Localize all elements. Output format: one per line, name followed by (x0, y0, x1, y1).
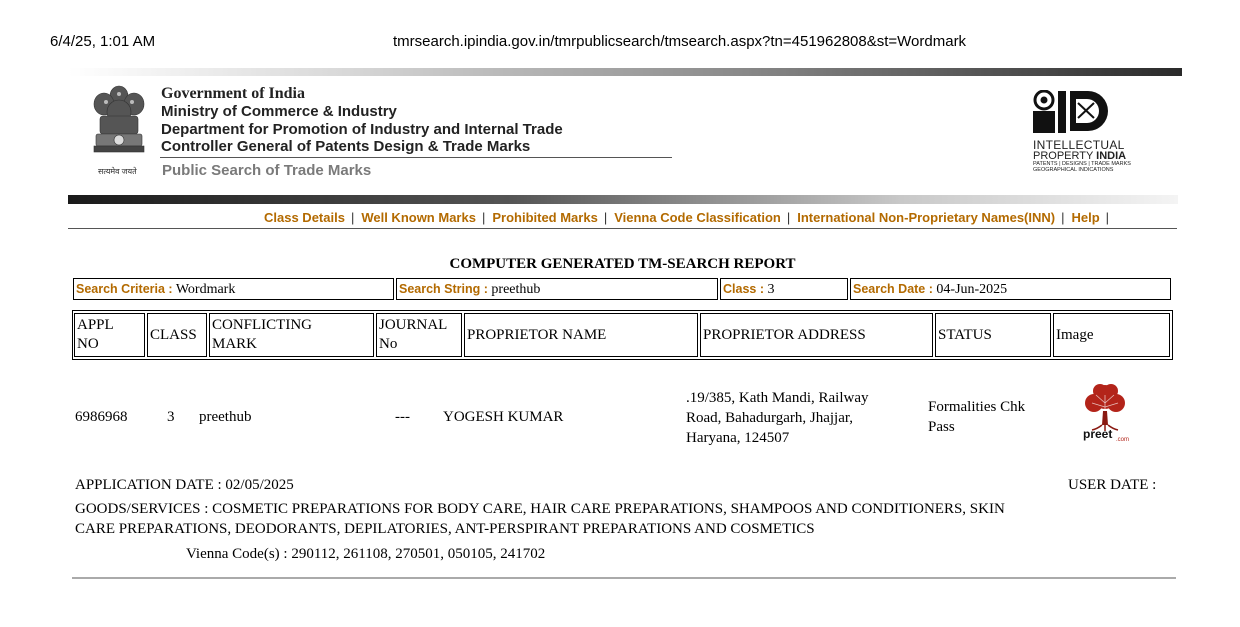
col-class (147, 313, 207, 357)
report-title: COMPUTER GENERATED TM-SEARCH REPORT (449, 256, 796, 272)
nav-inn[interactable]: International Non-Proprietary Names(INN) (797, 210, 1056, 225)
page-url: tmrsearch.ipindia.gov.in/tmrpublicsearch/tmsearch.aspx?tn=451962808&st=Wordmark (393, 33, 967, 50)
row-address-1: .19/385, Kath Mandi, Railway (686, 390, 869, 406)
col-mark-1: CONFLICTING (212, 317, 312, 333)
search-date-value: 04-Jun-2025 (936, 282, 1008, 297)
print-datetime: 6/4/25, 1:01 AM (50, 33, 156, 50)
col-proprietor-name (464, 313, 698, 357)
col-proprietor-address (700, 313, 933, 357)
ip-india-logo-icon (1032, 90, 1108, 134)
nav-divider (68, 228, 1177, 229)
row-status-1: Formalities Chk (928, 399, 1026, 415)
search-criteria-cell (73, 278, 394, 300)
row-mark: preethub (199, 409, 252, 425)
row-class: 3 (167, 409, 175, 425)
col-journal-1: JOURNAL (379, 317, 448, 333)
class-cell (720, 278, 848, 300)
col-status (935, 313, 1051, 357)
nav-separator: | (1105, 210, 1110, 225)
user-date: USER DATE : (1068, 477, 1157, 493)
row-address-3: Haryana, 124507 (686, 430, 790, 446)
col-appl-no (74, 313, 145, 357)
nav-vienna-code[interactable]: Vienna Code Classification (614, 210, 781, 225)
col-mark-2: MARK (212, 336, 258, 352)
nav-separator: | (1061, 210, 1065, 225)
nav-prohibited-marks[interactable]: Prohibited Marks (492, 210, 598, 225)
header-government: Government of India (161, 85, 305, 102)
header-bottom-bar (68, 195, 1178, 204)
header-ministry: Ministry of Commerce & Industry (161, 103, 397, 120)
search-date-label: Search Date : (853, 282, 933, 296)
col-class-label: CLASS (150, 326, 197, 343)
mark-image-text: preet (1083, 427, 1113, 441)
header-divider (160, 157, 672, 158)
col-image (1053, 313, 1170, 357)
col-appl-no-2: NO (77, 336, 99, 352)
col-status-label: STATUS (938, 326, 992, 343)
row-address-2: Road, Bahadurgarh, Jhajjar, (686, 410, 853, 426)
state-emblem-icon (86, 82, 152, 178)
emblem-caption: सत्यमेव जयते (98, 167, 137, 176)
ip-logo-tagline-1: PATENTS | DESIGNS | TRADE MARKS (1033, 161, 1131, 167)
row-status-2: Pass (928, 419, 955, 435)
page-title: Public Search of Trade Marks (162, 162, 372, 179)
header-controller: Controller General of Patents Design & Trade Marks (161, 138, 531, 155)
ip-logo-subtitle-b: INDIA (1096, 150, 1127, 162)
mark-image-subtext: .com (1116, 437, 1130, 443)
ip-logo-subtitle-a: PROPERTY (1033, 150, 1097, 162)
col-conflicting-mark (209, 313, 374, 357)
top-nav (264, 210, 1116, 225)
col-journal-2: No (379, 336, 398, 352)
search-string-value: preethub (491, 282, 541, 297)
nav-help[interactable]: Help (1071, 210, 1100, 225)
vienna-codes: Vienna Code(s) : 290112, 261108, 270501, 050105, 241702 (186, 546, 546, 562)
mark-image-thumbnail[interactable] (1080, 383, 1130, 451)
col-proprietor-name-label: PROPRIETOR NAME (467, 326, 607, 343)
search-string-cell (396, 278, 718, 300)
ip-logo-title: INTELLECTUAL (1033, 138, 1125, 152)
goods-services-line1: GOODS/SERVICES : COSMETIC PREPARATIONS FOR BODY CARE, HAIR CARE PREPARATIONS, SHAMPOOS AND CONDITIONERS, SKIN (75, 501, 1005, 517)
application-date: APPLICATION DATE : 02/05/2025 (75, 477, 294, 493)
class-value: 3 (767, 282, 775, 297)
nav-separator: | (603, 210, 608, 225)
col-proprietor-address-label: PROPRIETOR ADDRESS (703, 326, 866, 343)
goods-services-line2: CARE PREPARATIONS, DEODORANTS, DEPILATORIES, ANT-PERSPIRANT PREPARATIONS AND COSMETICS (75, 521, 815, 537)
class-label: Class : (723, 282, 764, 296)
search-criteria-label: Search Criteria : (76, 282, 173, 296)
nav-separator: | (481, 210, 486, 225)
col-journal-no (376, 313, 462, 357)
search-date-cell (850, 278, 1171, 300)
ip-logo-tagline-2: GEOGRAPHICAL INDICATIONS (1033, 167, 1114, 173)
search-string-label: Search String : (399, 282, 488, 296)
header-top-bar (68, 68, 1182, 76)
row-proprietor-name: YOGESH KUMAR (443, 409, 564, 425)
row-appl-no: 6986968 (75, 409, 128, 425)
nav-class-details[interactable]: Class Details (264, 210, 345, 225)
nav-separator: | (350, 210, 355, 225)
search-criteria-value: Wordmark (175, 282, 236, 297)
col-image-label: Image (1056, 326, 1094, 343)
nav-separator: | (786, 210, 791, 225)
result-divider (72, 577, 1176, 579)
header-department: Department for Promotion of Industry and Internal Trade (161, 121, 563, 138)
row-journal: --- (395, 409, 410, 425)
col-appl-no-1: APPL (77, 317, 114, 333)
nav-well-known-marks[interactable]: Well Known Marks (361, 210, 476, 225)
